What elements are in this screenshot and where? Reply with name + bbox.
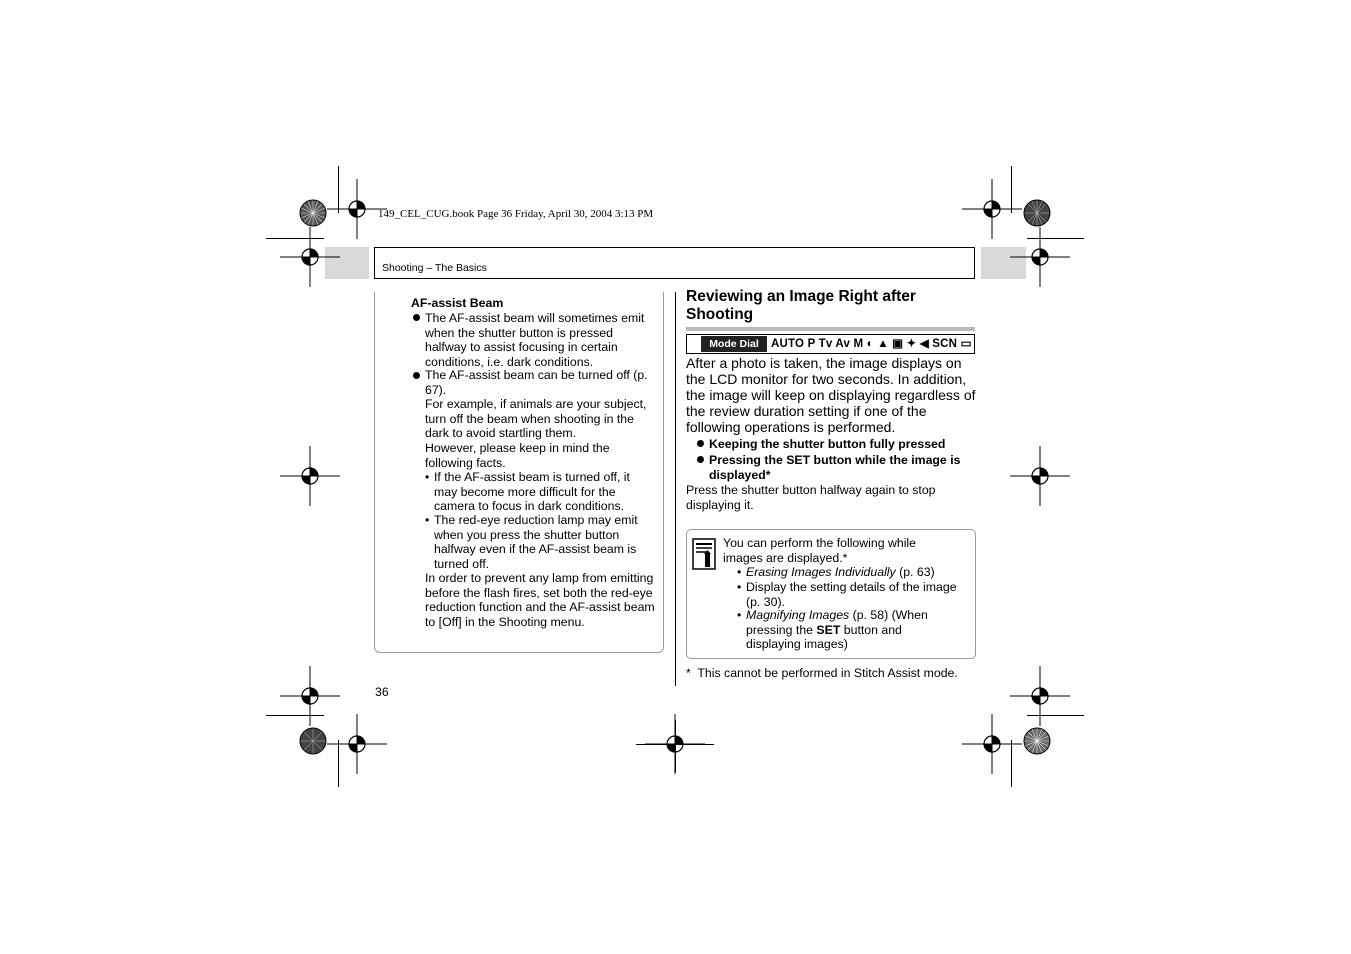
sub-bullet-icon: • <box>737 565 742 579</box>
note-intro: You can perform the following while images are displayed.* <box>723 536 916 565</box>
note-item-1-title: Erasing Images Individually <box>746 565 896 579</box>
mode-dial-bar <box>686 334 975 354</box>
mode-dial-label: Mode Dial <box>701 336 767 352</box>
section-heading: Reviewing an Image Right after Shooting <box>686 288 916 323</box>
note-item-3-text-end: button and displaying images) <box>746 622 902 651</box>
crosshair-mark <box>270 217 350 297</box>
af-bullet-2: The AF-assist beam can be turned off (p. 67). <box>425 368 648 397</box>
memo-icon <box>692 538 716 570</box>
af-assist-title: AF-assist Beam <box>411 296 504 310</box>
section-header <box>374 247 975 279</box>
note-box <box>686 529 976 659</box>
sub-bullet-icon: • <box>425 470 430 484</box>
note-item-1-page: (p. 63) <box>895 565 935 579</box>
mode-icons: AUTO P Tv Av M ◐ ▲ ▣ ✦ ◀ SCN ▭ <box>771 338 972 350</box>
review-intro: After a photo is taken, the image displays on the LCD monitor for two seconds. In addition, the image will keep on displaying regardless of the review duration setting if one of the following operations is performed. <box>686 355 976 435</box>
crosshair-mark <box>317 704 397 784</box>
af-para-2: However, please keep in mind the following facts. <box>425 441 610 470</box>
bullet-icon <box>697 440 704 447</box>
sub-bullet-icon: • <box>737 608 742 622</box>
section-title: Shooting – The Basics <box>382 262 487 274</box>
crosshair-mark <box>1000 217 1080 297</box>
af-bullet-1: The AF-assist beam will sometimes emit when the shutter button is pressed halfway to assist focusing in certain conditions, i.e. dark conditions. <box>425 311 645 369</box>
bullet-icon <box>413 372 420 379</box>
crosshair-mark <box>1000 436 1080 516</box>
crosshair-mark <box>270 436 350 516</box>
file-info: 149_CEL_CUG.book Page 36 Friday, April 30, 2004 3:13 PM <box>378 208 654 220</box>
crosshair-mark <box>635 704 715 784</box>
af-sub-1: If the AF-assist beam is turned off, it may become more difficult for the camera to focus in dark conditions. <box>434 470 630 513</box>
note-item-3-text: (p. 58) (When pressing the <box>746 608 928 637</box>
op-2: Pressing the SET button while the image is displayed* <box>709 453 961 482</box>
note-item-1 <box>746 565 971 580</box>
footnote: * This cannot be performed in Stitch Assist mode. <box>686 666 958 680</box>
page-number: 36 <box>375 685 389 699</box>
sub-bullet-icon: • <box>737 580 742 594</box>
review-after: Press the shutter button halfway again to stop displaying it. <box>686 483 936 512</box>
bullet-icon <box>697 456 704 463</box>
column-divider <box>675 292 676 686</box>
op-1: Keeping the shutter button fully pressed <box>709 437 946 451</box>
af-para-1: For example, if animals are your subject, turn off the beam when shooting in the dark to avoid startling them. <box>425 397 647 440</box>
note-item-3-title: Magnifying Images <box>746 608 850 622</box>
note-item-3-set: SET <box>816 622 841 637</box>
heading-rule <box>686 327 975 331</box>
note-item-2: Display the setting details of the image (p. 30). <box>746 580 957 609</box>
sub-bullet-icon: • <box>425 513 430 527</box>
note-item-3 <box>746 608 946 652</box>
crosshair-mark <box>952 704 1032 784</box>
af-sub-2: The red-eye reduction lamp may emit when you press the shutter button halfway even if the AF-assist beam is turned off. <box>434 513 638 571</box>
bullet-icon <box>413 314 420 321</box>
af-para-3: In order to prevent any lamp from emitting before the flash fires, set both the red-eye reduction function and the AF-assist beam to [Off] in the Shooting menu. <box>425 571 655 629</box>
